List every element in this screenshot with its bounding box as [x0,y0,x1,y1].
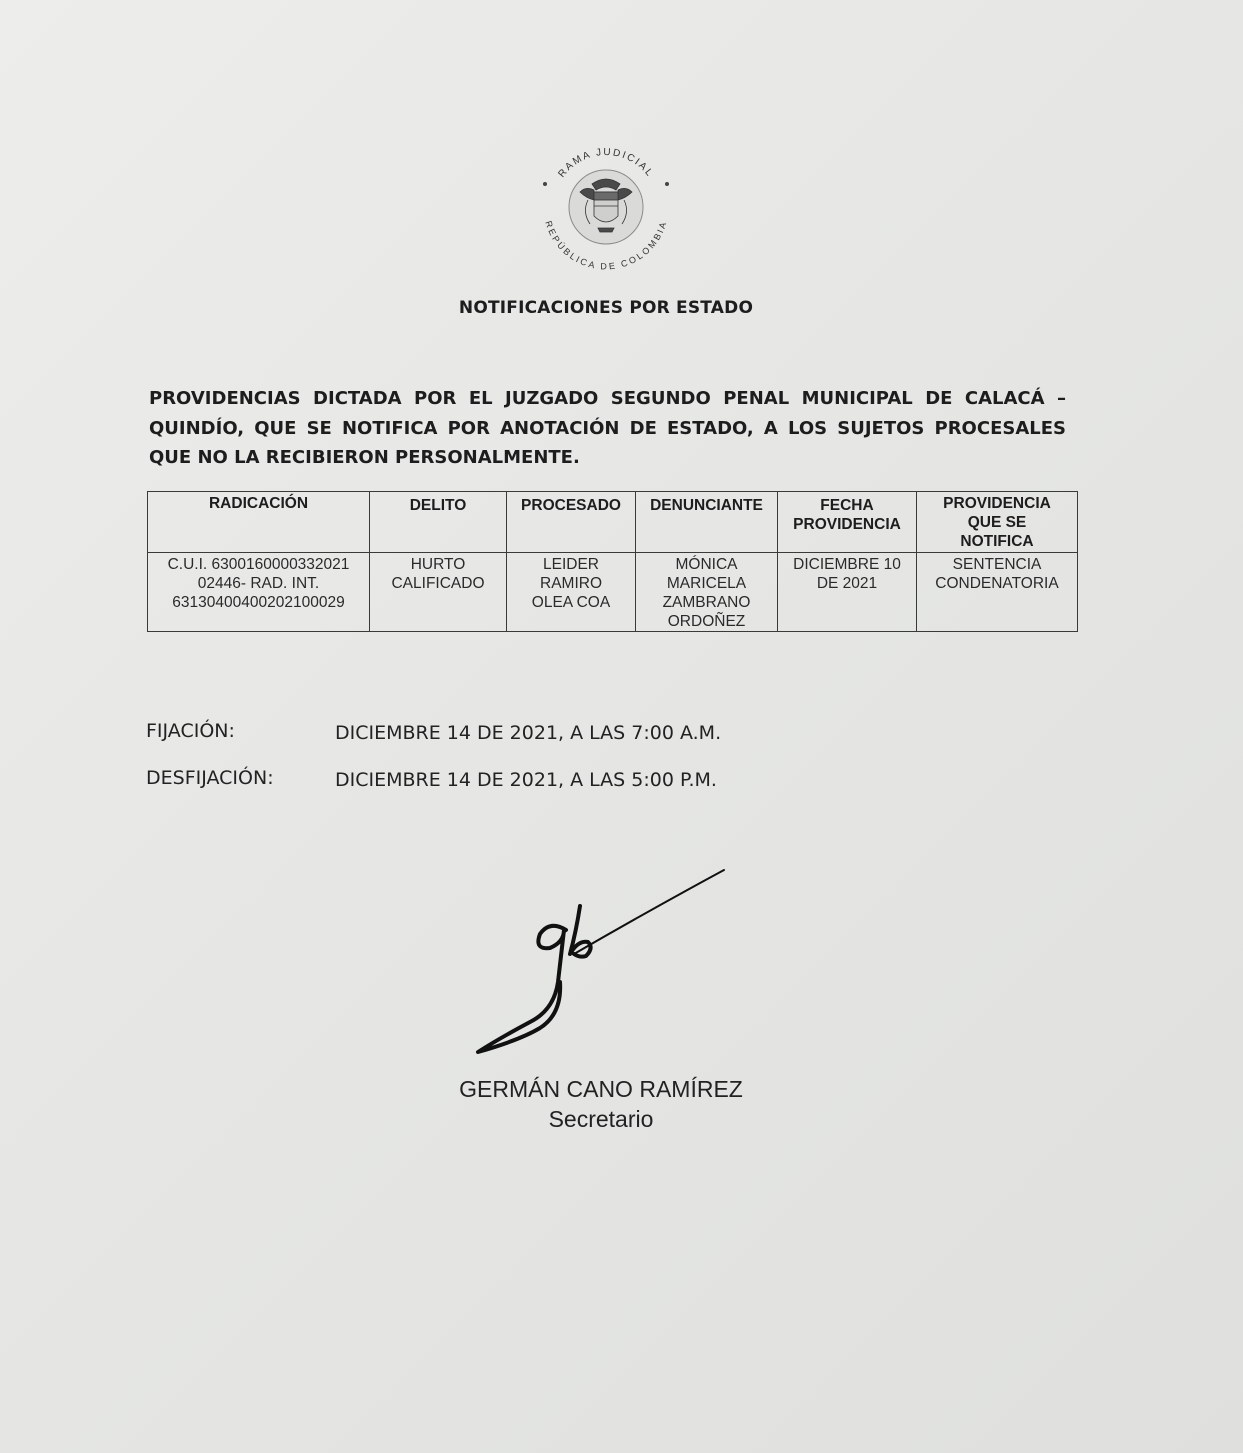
signer-role: Secretario [548,1106,654,1132]
cell-fecha-providencia: DICIEMBRE 10 DE 2021 [778,553,917,632]
cell-providencia-notifica: SENTENCIA CONDENATORIA [917,553,1078,632]
header-denunciante: DENUNCIANTE [636,492,778,553]
cell-delito: HURTO CALIFICADO [370,553,507,632]
page-title: NOTIFICACIONES POR ESTADO [458,298,754,318]
header-radicacion: RADICACIÓN [148,492,370,553]
header-procesado: PROCESADO [507,492,636,553]
header-fecha-providencia: FECHA PROVIDENCIA [778,492,917,553]
rama-judicial-seal [536,140,676,274]
header-delito: DELITO [370,492,507,553]
seal-dot-icon [543,182,547,186]
notification-table [147,491,1078,632]
desfijacion-value: DICIEMBRE 14 DE 2021, A LAS 5:00 P.M. [335,769,717,791]
handwritten-signature [470,862,735,1062]
header-providencia-notifica: PROVIDENCIA QUE SE NOTIFICA [917,492,1078,553]
table-row [148,553,1078,632]
intro-paragraph: PROVIDENCIAS DICTADA POR EL JUZGADO SEGUNDO PENAL MUNICIPAL DE CALACÁ – QUINDÍO, QUE SE NOTIFICA POR ANOTACIÓN DE ESTADO, A LOS SUJETOS PROCESALES QUE NO LA RECIBIERON PERSONALMENTE. [149,388,1066,468]
desfijacion-label: DESFIJACIÓN: [146,767,274,789]
fijacion-value: DICIEMBRE 14 DE 2021, A LAS 7:00 A.M. [335,722,722,744]
seal-top-text: RAMA JUDICIAL [556,146,656,180]
cell-radicacion: C.U.I. 6300160000332021 02446- RAD. INT. 63130400400202100029 [148,553,370,632]
signer-name: GERMÁN CANO RAMÍREZ [459,1076,743,1102]
fijacion-label: FIJACIÓN: [146,720,235,742]
seal-dot-icon [665,182,669,186]
table-header-row [148,492,1078,553]
seal-bottom-text: REPÚBLICA DE COLOMBIA [543,219,669,272]
cell-denunciante: MÓNICA MARICELA ZAMBRANO ORDOÑEZ [636,553,778,632]
cell-procesado: LEIDER RAMIRO OLEA COA [507,553,636,632]
